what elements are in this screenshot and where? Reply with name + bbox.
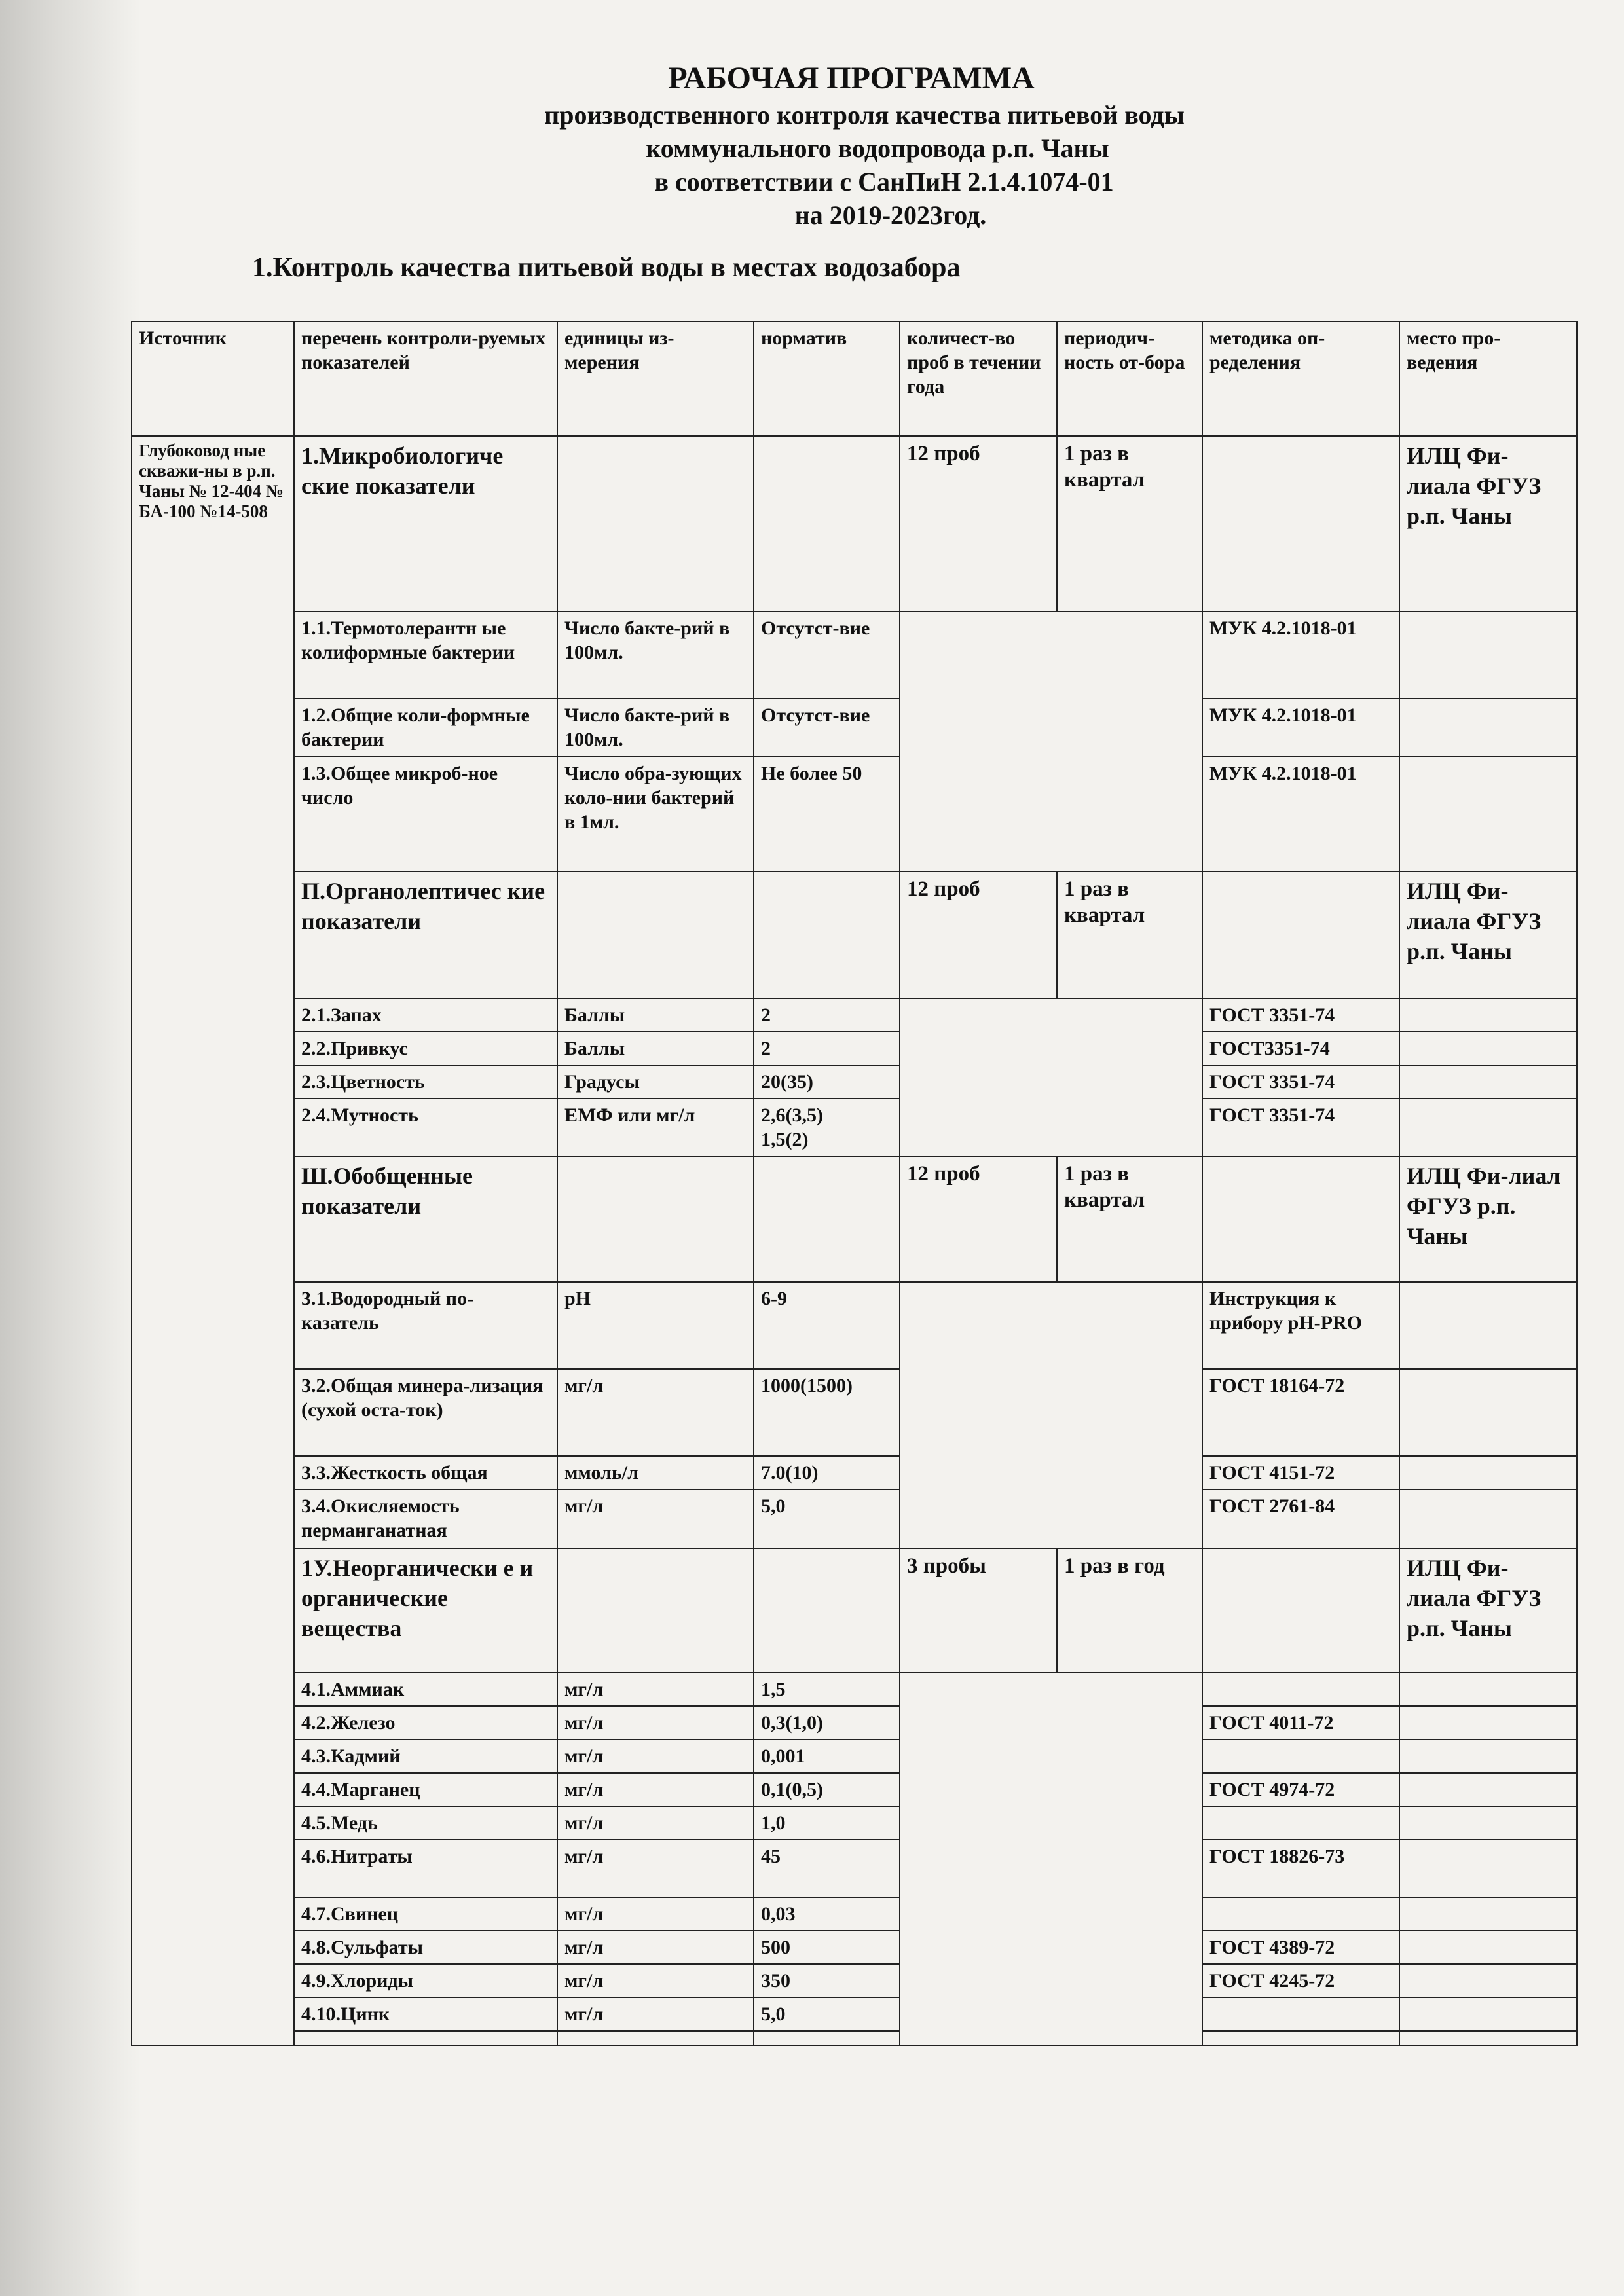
document-title: РАБОЧАЯ ПРОГРАММА bbox=[668, 61, 1035, 96]
table-row-empty bbox=[132, 2031, 1577, 2045]
indicator-name: 2.2.Привкус bbox=[294, 1032, 557, 1065]
indicator-norm: 1,0 bbox=[754, 1806, 900, 1840]
header-cell-source: Источник bbox=[132, 321, 294, 436]
empty-cell bbox=[1399, 1706, 1577, 1740]
group-place: ИЛЦ Фи-лиала ФГУЗ р.п. Чаны bbox=[1399, 871, 1577, 998]
table-row bbox=[132, 1032, 1577, 1065]
empty-cell bbox=[754, 436, 900, 611]
merged-empty-cell bbox=[900, 1673, 1202, 2045]
header-cell-samples: количест-во проб в течении года bbox=[900, 321, 1057, 436]
indicator-unit: мг/л bbox=[557, 1673, 754, 1706]
indicator-name: 1.3.Общее микроб-ное число bbox=[294, 757, 557, 871]
indicator-name: 4.7.Свинец bbox=[294, 1897, 557, 1931]
subtitle-line-3: в соответствии с СанПиН 2.1.4.1074-01 bbox=[654, 167, 1114, 196]
empty-cell bbox=[1399, 1740, 1577, 1773]
indicator-method bbox=[1202, 1673, 1399, 1706]
indicator-norm: 45 bbox=[754, 1840, 900, 1897]
indicator-method: ГОСТ 18826-73 bbox=[1202, 1840, 1399, 1897]
subtitle-line-4: на 2019-2023год. bbox=[794, 200, 987, 230]
indicator-norm: 1000(1500) bbox=[754, 1369, 900, 1456]
header-cell-place: место про-ведения bbox=[1399, 321, 1577, 436]
indicator-norm: 2,6(3,5) 1,5(2) bbox=[754, 1099, 900, 1156]
document-header bbox=[0, 59, 1624, 232]
table-row bbox=[132, 1099, 1577, 1156]
empty-cell bbox=[557, 436, 754, 611]
indicator-method bbox=[1202, 1897, 1399, 1931]
indicator-name: 4.9.Хлориды bbox=[294, 1964, 557, 1997]
table-row bbox=[132, 1456, 1577, 1489]
indicator-norm: 0,03 bbox=[754, 1897, 900, 1931]
empty-cell bbox=[1202, 871, 1399, 998]
empty-cell bbox=[1399, 1032, 1577, 1065]
indicator-unit: мг/л bbox=[557, 1897, 754, 1931]
indicator-method bbox=[1202, 1740, 1399, 1773]
table-row bbox=[132, 1065, 1577, 1099]
indicator-norm: Не более 50 bbox=[754, 757, 900, 871]
table-row bbox=[132, 1369, 1577, 1456]
indicator-name: 4.8.Сульфаты bbox=[294, 1931, 557, 1964]
indicator-norm: 2 bbox=[754, 1032, 900, 1065]
empty-cell bbox=[1399, 1065, 1577, 1099]
subtitle-line-1: производственного контроля качества питьевой воды bbox=[544, 100, 1185, 130]
indicator-name: 4.1.Аммиак bbox=[294, 1673, 557, 1706]
source-cell: Глубоковод ные скважи-ны в р.п. Чаны № 12-404 № БА-100 №14-508 bbox=[132, 436, 294, 2045]
section-title: 1.Контроль качества питьевой воды в местах водозабора bbox=[252, 253, 961, 283]
indicator-name: 4.2.Железо bbox=[294, 1706, 557, 1740]
group-samples: 3 пробы bbox=[900, 1548, 1057, 1673]
table-row bbox=[132, 757, 1577, 871]
indicator-name: 4.6.Нитраты bbox=[294, 1840, 557, 1897]
indicator-norm: 2 bbox=[754, 998, 900, 1032]
table-row bbox=[132, 1840, 1577, 1897]
indicator-name: 4.3.Кадмий bbox=[294, 1740, 557, 1773]
empty-cell bbox=[557, 1548, 754, 1673]
empty-cell bbox=[1399, 1806, 1577, 1840]
indicator-unit: Баллы bbox=[557, 1032, 754, 1065]
indicator-name: 1.2.Общие коли-формные бактерии bbox=[294, 699, 557, 757]
indicator-name: 4.10.Цинк bbox=[294, 1997, 557, 2031]
table-row bbox=[132, 699, 1577, 757]
indicator-method: ГОСТ 4245-72 bbox=[1202, 1964, 1399, 1997]
empty-cell bbox=[1399, 1282, 1577, 1369]
group-period: 1 раз в год bbox=[1057, 1548, 1202, 1673]
table-row bbox=[132, 1897, 1577, 1931]
indicator-unit: Число обра-зующих коло-нии бактерий в 1мл. bbox=[557, 757, 754, 871]
empty-cell bbox=[557, 871, 754, 998]
indicator-method: ГОСТ 3351-74 bbox=[1202, 998, 1399, 1032]
indicator-norm: Отсутст-вие bbox=[754, 611, 900, 699]
indicator-norm: 0,3(1,0) bbox=[754, 1706, 900, 1740]
indicator-name: 2.3.Цветность bbox=[294, 1065, 557, 1099]
group-samples: 12 проб bbox=[900, 436, 1057, 611]
empty-cell bbox=[1202, 2031, 1399, 2045]
table-row bbox=[132, 1964, 1577, 1997]
group-samples: 12 проб bbox=[900, 1156, 1057, 1282]
empty-cell bbox=[294, 2031, 557, 2045]
indicator-norm: 1,5 bbox=[754, 1673, 900, 1706]
indicator-name: 3.4.Окисляемость перманганатная bbox=[294, 1489, 557, 1548]
indicator-method: МУК 4.2.1018-01 bbox=[1202, 757, 1399, 871]
indicator-norm: Отсутст-вие bbox=[754, 699, 900, 757]
indicator-unit: мг/л bbox=[557, 1840, 754, 1897]
empty-cell bbox=[754, 1156, 900, 1282]
table-row bbox=[132, 1773, 1577, 1806]
group-place: ИЛЦ Фи-лиал ФГУЗ р.п. Чаны bbox=[1399, 1156, 1577, 1282]
indicator-name: 4.5.Медь bbox=[294, 1806, 557, 1840]
indicator-method: МУК 4.2.1018-01 bbox=[1202, 611, 1399, 699]
group-row-organoleptic bbox=[132, 871, 1577, 998]
indicator-unit: мг/л bbox=[557, 1931, 754, 1964]
indicator-unit: мг/л bbox=[557, 1997, 754, 2031]
empty-cell bbox=[1399, 1099, 1577, 1156]
indicator-unit: мг/л bbox=[557, 1806, 754, 1840]
group-name: П.Органолептичес кие показатели bbox=[294, 871, 557, 998]
indicator-name: 3.1.Водородный по-казатель bbox=[294, 1282, 557, 1369]
indicator-method: ГОСТ 18164-72 bbox=[1202, 1369, 1399, 1456]
indicator-unit: мг/л bbox=[557, 1706, 754, 1740]
table-row bbox=[132, 1282, 1577, 1369]
indicator-name: 1.1.Термотолерантн ые колиформные бактерии bbox=[294, 611, 557, 699]
indicator-method: Инструкция к прибору pH-PRO bbox=[1202, 1282, 1399, 1369]
empty-cell bbox=[1399, 1773, 1577, 1806]
table-row bbox=[132, 611, 1577, 699]
indicator-method: ГОСТ 3351-74 bbox=[1202, 1099, 1399, 1156]
indicator-name: 2.4.Мутность bbox=[294, 1099, 557, 1156]
indicator-unit: ммоль/л bbox=[557, 1456, 754, 1489]
header-cell-period: периодич-ность от-бора bbox=[1057, 321, 1202, 436]
group-row-general bbox=[132, 1156, 1577, 1282]
table-row bbox=[132, 1806, 1577, 1840]
empty-cell bbox=[754, 1548, 900, 1673]
group-period: 1 раз в квартал bbox=[1057, 1156, 1202, 1282]
empty-cell bbox=[1399, 1997, 1577, 2031]
indicator-name: 3.3.Жесткость общая bbox=[294, 1456, 557, 1489]
indicator-method: ГОСТ 4011-72 bbox=[1202, 1706, 1399, 1740]
indicator-unit: Число бакте-рий в 100мл. bbox=[557, 611, 754, 699]
empty-cell bbox=[754, 2031, 900, 2045]
merged-empty-cell bbox=[900, 1282, 1202, 1548]
empty-cell bbox=[1399, 699, 1577, 757]
merged-empty-cell bbox=[900, 611, 1202, 871]
indicator-method: ГОСТ 4151-72 bbox=[1202, 1456, 1399, 1489]
table-header-row bbox=[132, 321, 1577, 436]
empty-cell bbox=[1399, 1931, 1577, 1964]
indicator-norm: 6-9 bbox=[754, 1282, 900, 1369]
indicator-method bbox=[1202, 1997, 1399, 2031]
group-place: ИЛЦ Фи-лиала ФГУЗ р.п. Чаны bbox=[1399, 1548, 1577, 1673]
indicator-norm: 0,1(0,5) bbox=[754, 1773, 900, 1806]
indicator-unit: мг/л bbox=[557, 1964, 754, 1997]
indicator-unit: мг/л bbox=[557, 1740, 754, 1773]
empty-cell bbox=[1399, 998, 1577, 1032]
indicator-norm: 0,001 bbox=[754, 1740, 900, 1773]
indicator-unit: мг/л bbox=[557, 1369, 754, 1456]
group-period: 1 раз в квартал bbox=[1057, 871, 1202, 998]
indicator-name: 3.2.Общая минера-лизация (сухой оста-ток) bbox=[294, 1369, 557, 1456]
group-samples: 12 проб bbox=[900, 871, 1057, 998]
header-cell-method: методика оп-ределения bbox=[1202, 321, 1399, 436]
empty-cell bbox=[1399, 2031, 1577, 2045]
empty-cell bbox=[1399, 757, 1577, 871]
header-cell-indicators: перечень контроли-руемых показателей bbox=[294, 321, 557, 436]
indicator-norm: 7.0(10) bbox=[754, 1456, 900, 1489]
table-row bbox=[132, 1489, 1577, 1548]
indicator-name: 4.4.Марганец bbox=[294, 1773, 557, 1806]
table-row bbox=[132, 998, 1577, 1032]
indicator-unit: Градусы bbox=[557, 1065, 754, 1099]
empty-cell bbox=[1399, 1456, 1577, 1489]
indicator-method: ГОСТ 4974-72 bbox=[1202, 1773, 1399, 1806]
indicator-method: ГОСТ 3351-74 bbox=[1202, 1065, 1399, 1099]
header-cell-norm: норматив bbox=[754, 321, 900, 436]
indicator-unit: Число бакте-рий в 100мл. bbox=[557, 699, 754, 757]
empty-cell bbox=[1399, 611, 1577, 699]
empty-cell bbox=[1202, 1156, 1399, 1282]
group-name: Ш.Обобщенные показатели bbox=[294, 1156, 557, 1282]
indicator-unit: ЕМФ или мг/л bbox=[557, 1099, 754, 1156]
table-row bbox=[132, 1931, 1577, 1964]
empty-cell bbox=[1202, 436, 1399, 611]
indicator-norm: 5,0 bbox=[754, 1997, 900, 2031]
subtitle-line-2: коммунального водопровода р.п. Чаны bbox=[646, 134, 1109, 163]
empty-cell bbox=[1399, 1964, 1577, 1997]
indicator-unit: мг/л bbox=[557, 1489, 754, 1548]
indicator-method: МУК 4.2.1018-01 bbox=[1202, 699, 1399, 757]
header-cell-units: единицы из-мерения bbox=[557, 321, 754, 436]
group-row-microbiology bbox=[132, 436, 1577, 611]
table-row bbox=[132, 1673, 1577, 1706]
indicator-norm: 500 bbox=[754, 1931, 900, 1964]
table-row bbox=[132, 1706, 1577, 1740]
indicator-norm: 20(35) bbox=[754, 1065, 900, 1099]
indicator-unit: рН bbox=[557, 1282, 754, 1369]
indicator-norm: 350 bbox=[754, 1964, 900, 1997]
group-period: 1 раз в квартал bbox=[1057, 436, 1202, 611]
empty-cell bbox=[557, 1156, 754, 1282]
table-row bbox=[132, 1997, 1577, 2031]
group-place: ИЛЦ Фи-лиала ФГУЗ р.п. Чаны bbox=[1399, 436, 1577, 611]
empty-cell bbox=[1399, 1897, 1577, 1931]
indicator-norm: 5,0 bbox=[754, 1489, 900, 1548]
empty-cell bbox=[1399, 1840, 1577, 1897]
indicator-method: ГОСТ 4389-72 bbox=[1202, 1931, 1399, 1964]
merged-empty-cell bbox=[900, 998, 1202, 1156]
table-row bbox=[132, 1740, 1577, 1773]
group-name: 1.Микробиологиче ские показатели bbox=[294, 436, 557, 611]
group-row-inorganic bbox=[132, 1548, 1577, 1673]
empty-cell bbox=[754, 871, 900, 998]
indicator-unit: Баллы bbox=[557, 998, 754, 1032]
empty-cell bbox=[1399, 1489, 1577, 1548]
indicator-method: ГОСТ3351-74 bbox=[1202, 1032, 1399, 1065]
empty-cell bbox=[1399, 1369, 1577, 1456]
scan-shadow bbox=[0, 0, 141, 2296]
empty-cell bbox=[1202, 1548, 1399, 1673]
indicator-method: ГОСТ 2761-84 bbox=[1202, 1489, 1399, 1548]
empty-cell bbox=[1399, 1673, 1577, 1706]
group-name: 1У.Неорганически е и органические вещества bbox=[294, 1548, 557, 1673]
control-table bbox=[131, 321, 1578, 2046]
indicator-name: 2.1.Запах bbox=[294, 998, 557, 1032]
empty-cell bbox=[557, 2031, 754, 2045]
indicator-method bbox=[1202, 1806, 1399, 1840]
indicator-unit: мг/л bbox=[557, 1773, 754, 1806]
